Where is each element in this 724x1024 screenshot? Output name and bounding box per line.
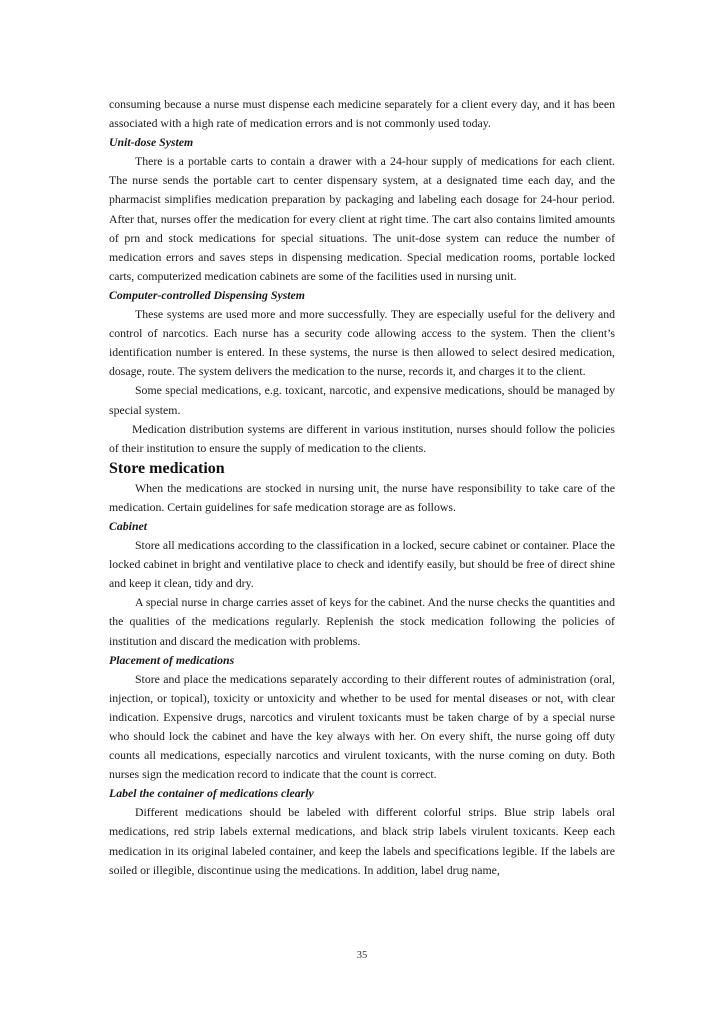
subheading-placement: Placement of medications <box>109 652 235 667</box>
heading-store-medication: Store medication <box>109 459 225 477</box>
paragraph-cabinet-store: Store all medications according to the classification in a locked, secure cabinet or container. Place the locked cabinet in bright and ventilative place to check and identify easily, but should be free of direct shine and keep it clean, tidy and dry. <box>109 538 615 591</box>
paragraph-unit-dose: There is a portable carts to contain a drawer with a 24-hour supply of medications for each client. The nurse sends the portable cart to center dispensary system, at a designated time each day, and the pharmacist simplifies medication preparation by packaging and labeling each dosage for 24-hour period. After that, nurses offer the medication for every client at right time. The cart also contains limited amounts of prn and stock medications for special situations. The unit-dose system can reduce the number of medication errors and saves steps in dispensing medication. Special medication rooms, portable locked carts, computerized medication cabinets are some of the facilities used in nursing unit. <box>109 154 615 283</box>
subheading-unit-dose-system: Unit-dose System <box>109 135 194 150</box>
paragraph-store-intro: When the medications are stocked in nursing unit, the nurse have responsibility to take care of the medication. Certain guidelines for safe medication storage are as follows. <box>109 480 615 514</box>
paragraph-computer-systems: These systems are used more and more successfully. They are especially useful for the delivery and control of narcotics. Each nurse has a security code allowing access to the system. Then the client’s identification number is entered. In these systems, the nurse is then allowed to select desired medication, dosage, route. The system delivers the medication to the nurse, records it, and charges it to the client. <box>109 307 615 379</box>
paragraph-consuming: consuming because a nurse must dispense each medicine separately for a client every day, and it has been associated with a high rate of medication errors and is not commonly used today. <box>109 97 615 131</box>
paragraph-special-medications: Some special medications, e.g. toxicant, narcotic, and expensive medications, should be managed by special system. <box>109 383 615 417</box>
subheading-label-container: Label the container of medications clearly <box>109 786 314 801</box>
page-number: 35 <box>356 950 368 961</box>
paragraph-cabinet-keys: A special nurse in charge carries asset of keys for the cabinet. And the nurse checks the quantities and the qualities of the medications regularly. Replenish the stock medication following the policies of institution and discard the medication with problems. <box>109 595 615 648</box>
paragraph-distribution-systems: Medication distribution systems are different in various institution, nurses should follow the policies of their institution to ensure the supply of medication to the clients. <box>109 421 615 455</box>
paragraph-placement: Store and place the medications separately according to their different routes of administration (oral, injection, or topical), toxicity or untoxicity and whether to be used for mental diseases or not, with clear indication. Expensive drugs, narcotics and virulent toxicants must be taken charge of by a special nurse who should lock the cabinet and have the key always with her. On every shift, the nurse going off duty counts all medications, especially narcotics and virulent toxicants, with the nurse coming on duty. Both nurses sign the medication record to indicate that the count is correct. <box>109 671 615 782</box>
paragraph-label-strips: Different medications should be labeled with different colorful strips. Blue strip labels oral medications, red strip labels external medications, and black strip labels virulent toxicants. Keep each medication in its original labeled container, and keep the labels and specifications legible. If the labels are soiled or illegible, discontinue using the medications. In addition, label drug name, <box>109 805 615 877</box>
subheading-computer-controlled: Computer-controlled Dispensing System <box>109 287 305 302</box>
subheading-cabinet: Cabinet <box>109 518 148 533</box>
document-page <box>109 95 615 880</box>
